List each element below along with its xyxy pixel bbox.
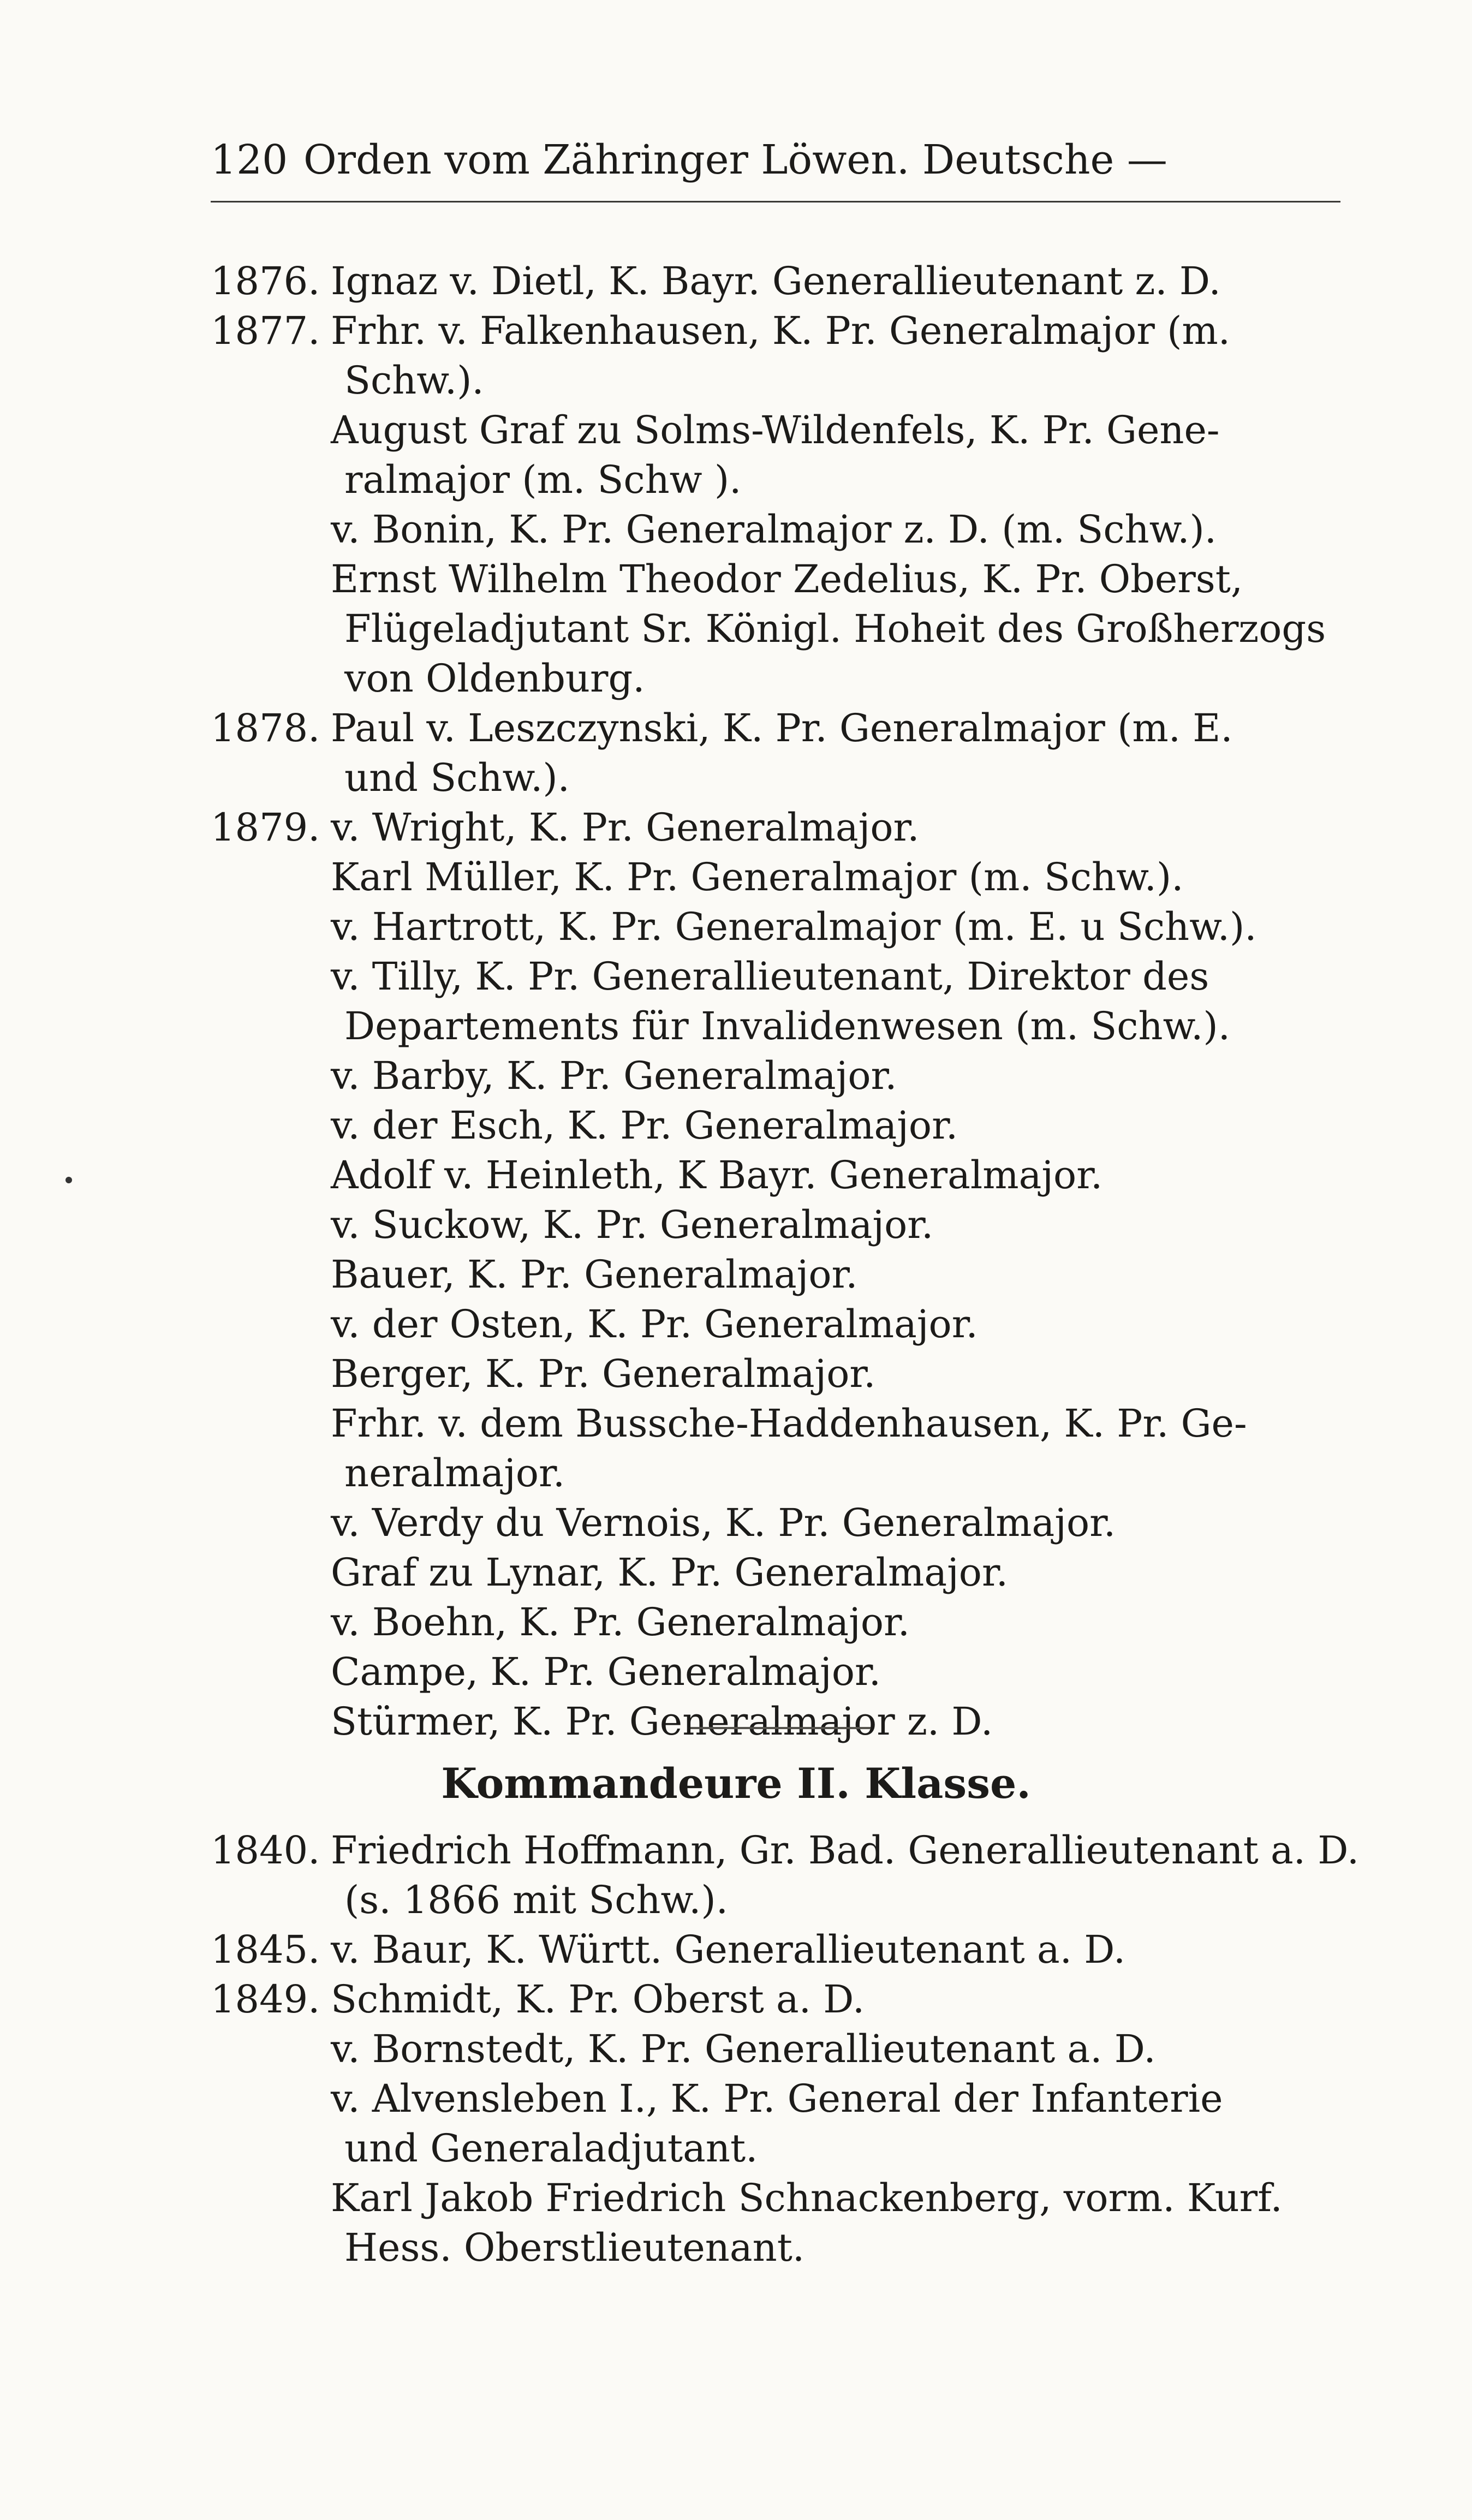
entry-line [211,2024,1346,2074]
entry-line [211,1975,1346,2024]
entry-text: Campe, K. Pr. Generalmajor. [331,1649,881,1694]
entry-line [211,406,1346,455]
entry-line [211,604,1346,654]
entry-line [211,1826,1360,1875]
entry-year: 1876. [211,259,320,303]
entry-line [211,1449,1346,1498]
entry-text: Ernst Wilhelm Theodor Zedelius, K. Pr. Oberst, [331,557,1243,601]
entry-line [211,1498,1346,1548]
entry-line [211,356,1346,406]
entry-line [211,2124,1346,2173]
entry-year: 1879. [211,805,320,850]
entry-line [211,455,1346,505]
entry-line [211,2173,1346,2223]
entry-line [211,1598,1346,1647]
entry-text: Ignaz v. Dietl, K. Bayr. Generallieutenant z. D. [331,259,1221,303]
running-title: Orden vom Zähringer Löwen. Deutsche — [303,136,1167,183]
entry-line [211,902,1346,952]
entry-text: v. Tilly, K. Pr. Generallieutenant, Direktor des [331,954,1209,999]
entry-text: v. Wright, K. Pr. Generalmajor. [331,805,920,850]
entry-text: Stürmer, K. Pr. Generalmajor z. D. [331,1699,993,1744]
entries-list-bottom [211,1826,1360,2273]
entry-year: 1840. [211,1828,320,1873]
entry-line [211,505,1346,555]
entry-line [211,952,1346,1002]
entry-year: 1877. [211,308,320,353]
entry-text: v. der Osten, K. Pr. Generalmajor. [331,1302,978,1347]
entry-line [211,555,1346,604]
entry-text: v. Suckow, K. Pr. Generalmajor. [331,1202,934,1247]
entry-year: 1878. [211,706,320,750]
running-header [211,136,1248,196]
entry-line [211,1101,1346,1151]
entry-text: Friedrich Hoffmann, Gr. Bad. Generallieutenant a. D. [331,1828,1360,1873]
entry-text: ralmajor (m. Schw ). [344,457,742,502]
entry-line [211,1349,1346,1399]
entry-text: (s. 1866 mit Schw.). [344,1878,728,1922]
entry-line [211,1548,1346,1598]
entry-text: Karl Jakob Friedrich Schnackenberg, vorm. Kurf. [331,2176,1283,2220]
entry-text: Frhr. v. dem Bussche-Haddenhausen, K. Pr. Ge- [331,1401,1247,1446]
entry-text: v. der Esch, K. Pr. Generalmajor. [331,1103,958,1148]
entry-text: v. Barby, K. Pr. Generalmajor. [331,1053,897,1098]
entry-text: Karl Müller, K. Pr. Generalmajor (m. Schw.). [331,855,1184,899]
entry-text: Graf zu Lynar, K. Pr. Generalmajor. [331,1550,1008,1595]
section-title: Kommandeure II. Klasse. [441,1759,1031,1808]
entry-text: Schmidt, K. Pr. Oberst a. D. [331,1977,865,2022]
entry-text: und Schw.). [344,755,570,800]
page-number: 120 [211,136,288,183]
entry-line [211,1151,1346,1200]
entry-line [211,306,1346,356]
entry-text: v. Hartrott, K. Pr. Generalmajor (m. E. u Schw.). [331,904,1257,949]
entry-text: Schw.). [344,358,484,403]
entry-text: v. Bonin, K. Pr. Generalmajor z. D. (m. Schw.). [331,507,1217,552]
paper-speck [65,1177,72,1183]
entry-text: Departements für Invalidenwesen (m. Schw.). [344,1004,1230,1048]
entry-text: v. Verdy du Vernois, K. Pr. Generalmajor. [331,1500,1116,1545]
entry-text: Hess. Oberstlieutenant. [344,2225,805,2270]
entry-line [211,853,1346,902]
entry-text: v. Alvensleben I., K. Pr. General der Infanterie [331,2076,1223,2121]
entry-line [211,1697,1346,1747]
entry-line [211,1925,1346,1975]
entry-text: neralmajor. [344,1451,565,1496]
entry-text: v. Boehn, K. Pr. Generalmajor. [331,1600,910,1645]
entry-text: Adolf v. Heinleth, K Bayr. Generalmajor. [331,1153,1103,1198]
entry-line [211,803,1346,853]
entry-text: Flügeladjutant Sr. Königl. Hoheit des Großherzogs [344,606,1326,651]
entry-line [211,2223,1346,2273]
entries-list-top [211,257,1346,1747]
entry-text: von Oldenburg. [344,656,645,701]
entry-line [211,2074,1346,2124]
entry-line [211,753,1346,803]
entry-year: 1845. [211,1927,320,1972]
section-divider [690,1727,871,1729]
entry-line [211,1647,1346,1697]
entry-text: Paul v. Leszczynski, K. Pr. Generalmajor (m. E. [331,706,1233,750]
entry-text: Berger, K. Pr. Generalmajor. [331,1351,876,1396]
entry-text: August Graf zu Solms-Wildenfels, K. Pr. Gene- [331,408,1220,452]
entry-text: Frhr. v. Falkenhausen, K. Pr. Generalmajor (m. [331,308,1231,353]
entry-year: 1849. [211,1977,320,2022]
entry-line [211,1051,1346,1101]
entry-line [211,704,1346,753]
entry-text: und Generaladjutant. [344,2126,758,2171]
entry-line [211,1399,1346,1449]
entry-line [211,1200,1346,1250]
entry-text: v. Bornstedt, K. Pr. Generallieutenant a. D. [331,2027,1156,2071]
header-rule [211,201,1340,202]
entry-line [211,1300,1346,1349]
entry-line [211,257,1346,306]
entry-line [211,1002,1346,1051]
entry-line [211,1250,1346,1300]
entry-text: Bauer, K. Pr. Generalmajor. [331,1252,858,1297]
entry-line [211,654,1346,704]
entry-text: v. Baur, K. Württ. Generallieutenant a. D. [331,1927,1126,1972]
entry-line [211,1875,1346,1925]
